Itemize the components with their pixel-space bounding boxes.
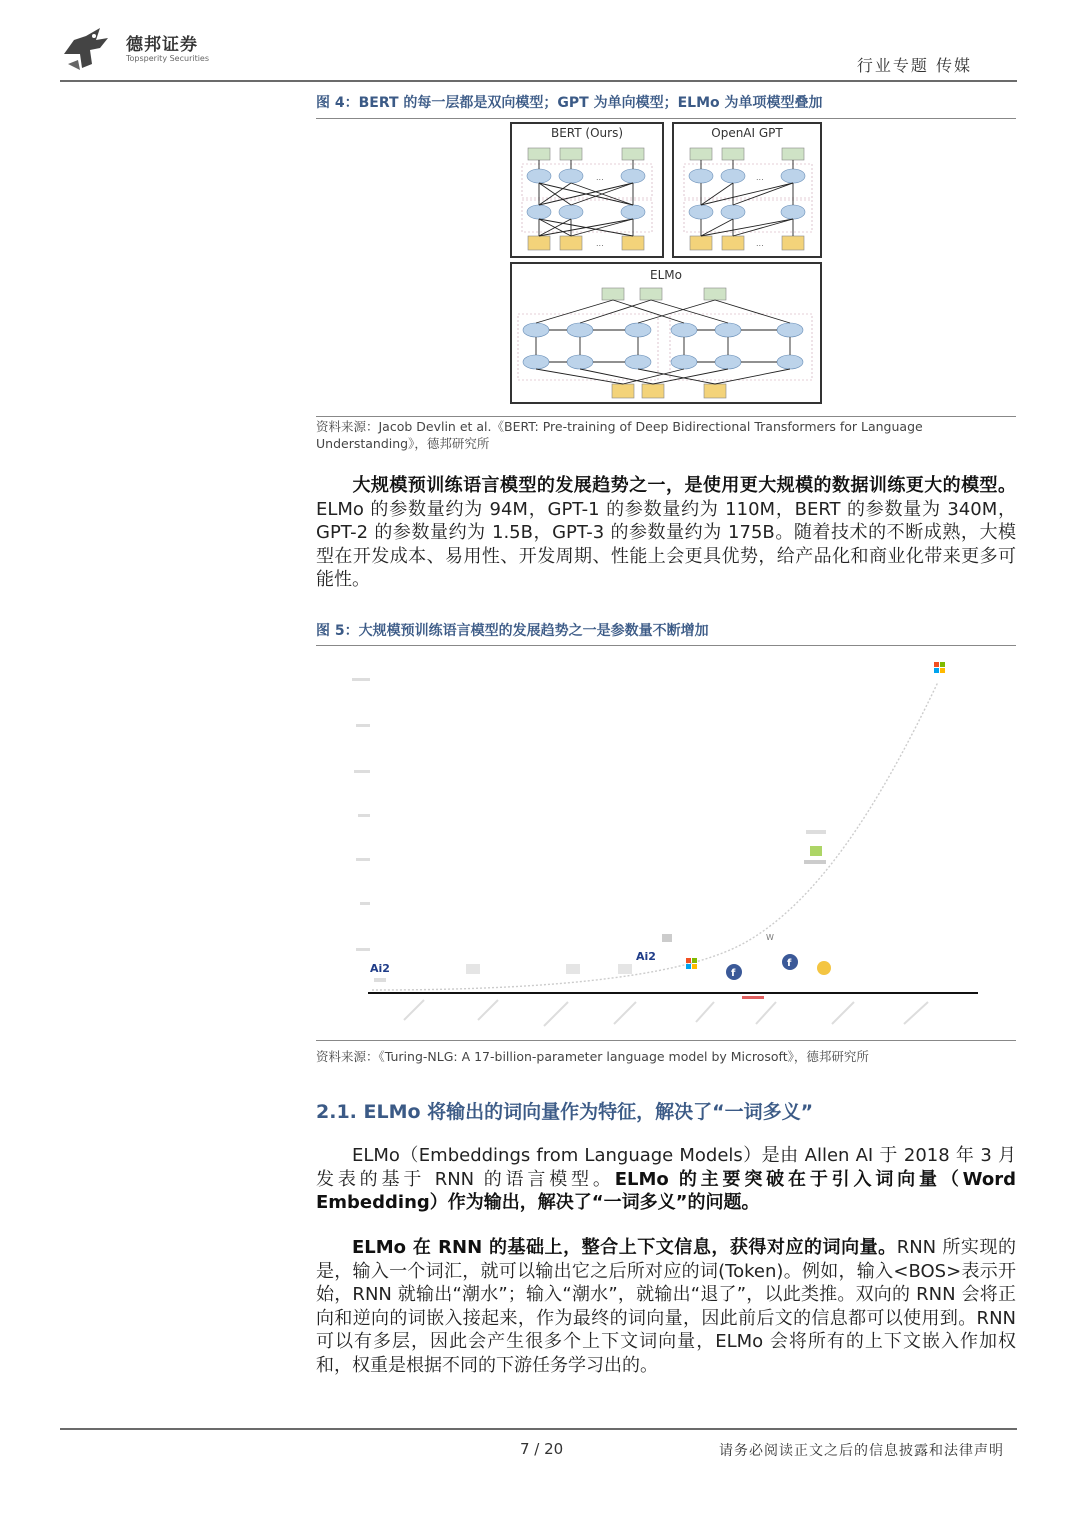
parameter-growth-chart (316, 652, 1016, 1032)
bert-diagram-label: BERT (Ours) (550, 126, 624, 140)
paragraph-elmo-rnn-body: RNN 所实现的是，输入一个词汇，就可以输出它之后所对应的词(Token)。例如，输入<BOS>表示开始，RNN 就输出“潮水”；输入“潮水”，就输出“退了”，以此类推。双向的 RNN 会将正向和逆向的词嵌入接起来，作为最终的词向量，因此前后文的信息都可以使用到。RNN 可以有多层，因此会产生很多个上下文词向量，ELMo 会将所有的上下文嵌入作加权和，权重是根据不同的下游任务学习出的。 (316, 1237, 1016, 1376)
paragraph-model-scale-lead: 大规模预训练语言模型的发展趋势之一，是使用更大规模的数据训练更大的模型。 (352, 475, 1016, 496)
model-architecture-diagram (510, 122, 822, 404)
svg-text:...: ... (596, 173, 604, 182)
report-category: 行业专题 传媒 (856, 56, 972, 75)
chart-point-2 (466, 964, 480, 974)
x-ticks (404, 1000, 928, 1026)
chart-point-4 (618, 964, 632, 974)
svg-text:...: ... (756, 239, 764, 248)
microsoft-logo-icon (934, 662, 945, 673)
paragraph-elmo-intro-body: ELMo（Embeddings from Language Models）是由 Allen AI 于 2018 年 3 月发表的基于 RNN 的语言模型。 (316, 1145, 1016, 1190)
paragraph-model-scale-body: ELMo 的参数量约为 94M，GPT-1 的参数量约为 110M，BERT 的参数量为 340M，GPT-2 的参数量约为 1.5B，GPT-3 的参数量约为 175B。随着技术的不断成熟，大模型在开发成本、易用性、开发周期、性能上会更具优势，给产品化和商业化带来更多可能性。 (316, 498, 1016, 590)
svg-text:f: f (787, 958, 792, 969)
bert-diagram (510, 122, 664, 258)
figure-4-title: 图 4：BERT 的每一层都是双向模型；GPT 为单向模型；ELMo 为单项模型叠加 (316, 95, 823, 111)
chart-point-yellow (817, 961, 831, 975)
paragraph-elmo-intro-lead: ELMo 的主要突破在于引入词向量（Word Embedding）作为输出，解决了“一词多义”的问题。 (316, 1168, 1016, 1213)
gpt-diagram-label: OpenAI GPT (711, 126, 783, 140)
figure-5-bottom-rule (316, 1040, 1016, 1041)
ai2-logo-2: Ai2 (636, 950, 656, 963)
ai2-logo-1: Ai2 (370, 962, 390, 975)
paragraph-elmo-rnn (316, 1236, 1016, 1377)
svg-text:...: ... (596, 239, 604, 248)
paragraph-elmo-intro (316, 1144, 1016, 1215)
y-ticks (352, 678, 370, 951)
elmo-network-icon (512, 264, 820, 402)
elmo-diagram-label: ELMo (650, 268, 682, 282)
brand-name: 德邦证券 (126, 35, 198, 55)
footer-divider (60, 1428, 1017, 1430)
svg-text:f: f (731, 968, 736, 979)
chart-point-5 (662, 934, 672, 942)
brand-logo (60, 24, 210, 72)
figure-4-top-rule (316, 118, 1016, 119)
gpt-diagram (672, 122, 822, 258)
legal-disclaimer: 请务必阅读正文之后的信息披露和法律声明 (719, 1443, 1004, 1459)
svg-text:W: W (766, 933, 774, 942)
page-number: 7 / 20 (520, 1440, 564, 1458)
dragon-logo-icon (60, 24, 114, 72)
growth-trend-line (372, 682, 938, 990)
gpt-network-icon (674, 124, 820, 256)
paragraph-model-scale (316, 474, 1016, 592)
figure-4-bottom-rule (316, 416, 1016, 417)
chart-point-label-nvidia (806, 830, 826, 834)
figure-4-source: 资料来源：Jacob Devlin et al.《BERT: Pre-training of Deep Bidirectional Transformers for Language Understanding》，德邦研究所 (316, 419, 923, 451)
section-heading: 2.1. ELMo 将输出的词向量作为特征，解决了“一词多义” (316, 1101, 814, 1123)
chart-highlight-label (742, 996, 764, 999)
svg-text:...: ... (756, 173, 764, 182)
figure-5-top-rule (316, 645, 1016, 646)
header-divider (60, 80, 1017, 82)
nvidia-logo-icon (810, 846, 822, 856)
brand-name-en: Topsperity Securities (126, 54, 210, 63)
chart-point-1-label (374, 978, 386, 982)
figure-5-source: 资料来源：《Turing-NLG: A 17-billion-parameter language model by Microsoft》，德邦研究所 (316, 1049, 869, 1064)
chart-point-3 (566, 964, 580, 974)
elmo-diagram (510, 262, 822, 404)
figure-5-title: 图 5：大规模预训练语言模型的发展趋势之一是参数量不断增加 (316, 623, 709, 639)
paragraph-elmo-rnn-lead: ELMo 在 RNN 的基础上，整合上下文信息，获得对应的词向量。 (352, 1237, 897, 1258)
bert-network-icon (512, 124, 662, 256)
